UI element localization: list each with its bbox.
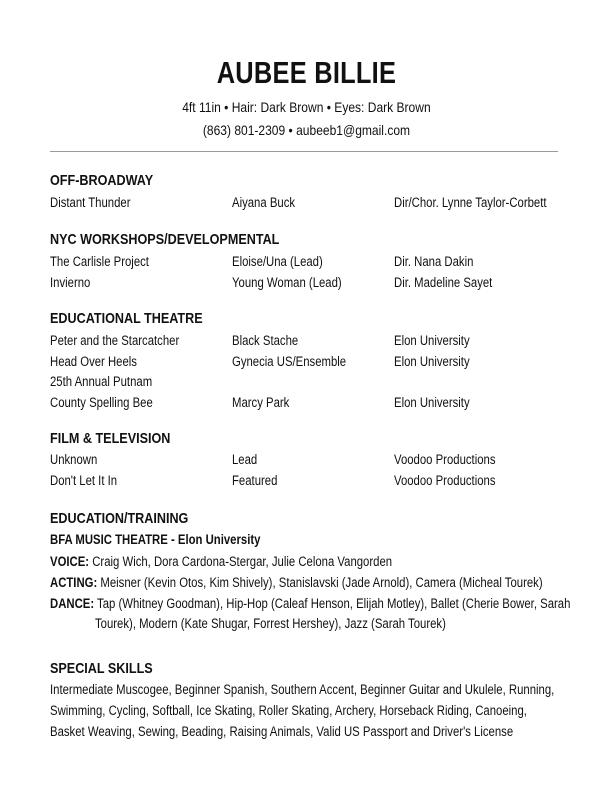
skills-line: Intermediate Muscogee, Beginner Spanish, Southern Accent, Beginner Guitar and Ukulele, Running, — [50, 682, 555, 697]
credit-venue: Elon University — [394, 395, 470, 410]
credit-title: Invierno — [50, 275, 91, 290]
credit-production: Voodoo Productions — [394, 473, 496, 488]
credit-title: The Carlisle Project — [50, 254, 149, 269]
credit-title: County Spelling Bee — [50, 395, 153, 410]
credit-title: Head Over Heels — [50, 354, 137, 369]
credit-role: Aiyana Buck — [232, 195, 296, 210]
training-acting: ACTING: Meisner (Kevin Otos, Kim Shively), Stanislavski (Jade Arnold), Camera (Micheal Tourek) — [50, 575, 543, 590]
credit-role: Eloise/Una (Lead) — [232, 254, 323, 269]
skills-line: Swimming, Cycling, Softball, Ice Skating, Roller Skating, Archery, Horseback Riding, Canoeing, — [50, 703, 527, 718]
credit-title: Unknown — [50, 452, 98, 467]
credit-title: Distant Thunder — [50, 195, 131, 210]
credit-venue: Elon University — [394, 354, 470, 369]
section-heading-off-broadway: OFF-BROADWAY — [50, 172, 154, 189]
credit-title: Don't Let It In — [50, 473, 118, 488]
training-dance: DANCE: Tap (Whitney Goodman), Hip-Hop (Caleaf Henson, Elijah Motley), Ballet (Cherie Bower, Sarah — [50, 596, 571, 611]
credit-role: Lead — [232, 452, 258, 467]
credit-production: Voodoo Productions — [394, 452, 496, 467]
credit-role: Black Stache — [232, 333, 299, 348]
section-heading-educational-theatre: EDUCATIONAL THEATRE — [50, 310, 203, 327]
performer-name: AUBEE BILLIE — [216, 55, 396, 90]
skills-line: Basket Weaving, Sewing, Beading, Raising Animals, Valid US Passport and Driver's License — [50, 724, 514, 739]
contact-info: (863) 801-2309 • aubeeb1@gmail.com — [202, 122, 410, 138]
section-heading-education: EDUCATION/TRAINING — [50, 510, 189, 527]
credit-venue: Elon University — [394, 333, 470, 348]
credit-role: Gynecia US/Ensemble — [232, 354, 347, 369]
training-dance-continued: Tourek), Modern (Kate Shugar, Forrest Hershey), Jazz (Sarah Tourek) — [95, 616, 446, 631]
credit-title: Peter and the Starcatcher — [50, 333, 180, 348]
physical-stats: 4ft 11in • Hair: Dark Brown • Eyes: Dark Brown — [181, 99, 431, 115]
header-divider — [50, 151, 558, 152]
section-heading-film-television: FILM & TELEVISION — [50, 430, 171, 447]
credit-director: Dir/Chor. Lynne Taylor-Corbett — [394, 195, 547, 210]
section-heading-nyc-workshops: NYC WORKSHOPS/DEVELOPMENTAL — [50, 231, 280, 248]
training-voice: VOICE: Craig Wich, Dora Cardona-Stergar, Julie Celona Vangorden — [50, 554, 393, 569]
degree: BFA MUSIC THEATRE - Elon University — [50, 532, 261, 547]
credit-director: Dir. Nana Dakin — [394, 254, 474, 269]
credit-role: Marcy Park — [232, 395, 290, 410]
credit-role: Featured — [232, 473, 278, 488]
credit-director: Dir. Madeline Sayet — [394, 275, 493, 290]
credit-role: Young Woman (Lead) — [232, 275, 342, 290]
credit-title: 25th Annual Putnam — [50, 374, 153, 389]
section-heading-special-skills: SPECIAL SKILLS — [50, 660, 153, 677]
